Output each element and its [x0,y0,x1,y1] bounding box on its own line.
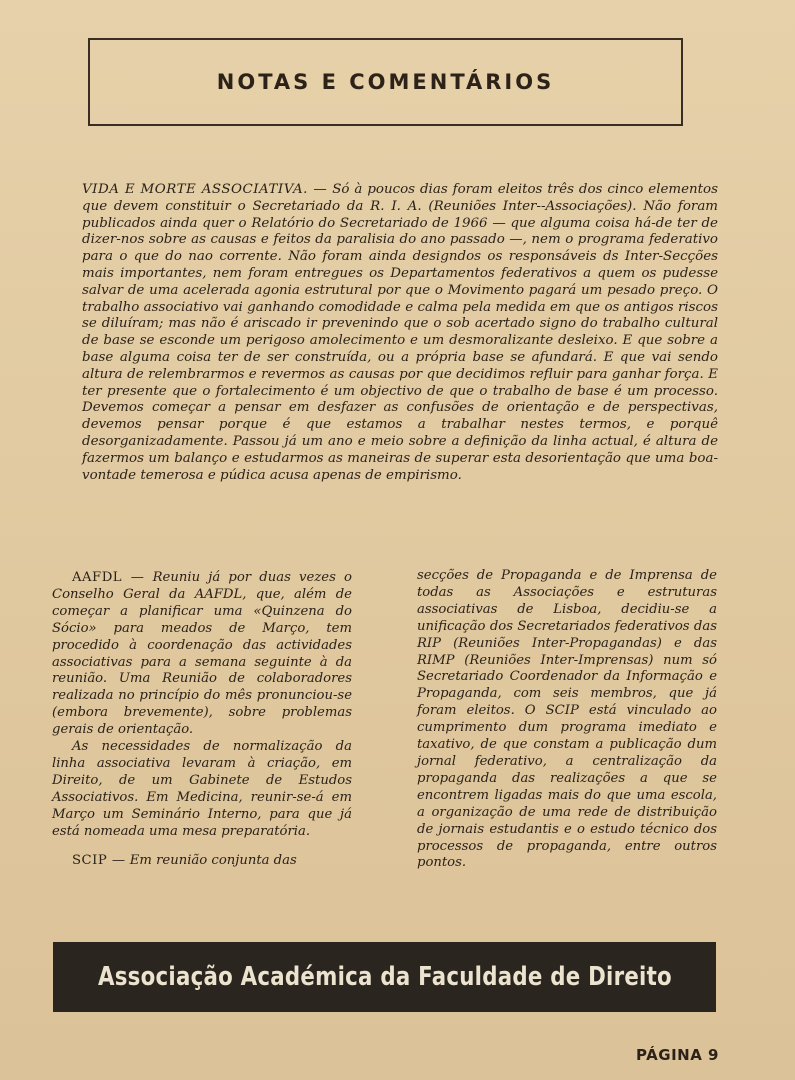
left-column [52,570,352,869]
aafdl-heading: AAFDL — [72,570,145,585]
lead-body: Só à poucos dias foram eleitos três dos cinco elementos que devem constituir o Secretariado da R. I. A. (Reuniões Inter--Associações). Não foram publicados ainda quer o Relatório do Secretariado de 1966 — que alguma coisa há-de ter de dizer-nos sobre as causas e feitos da paralisia do ano passado —, nem o programa federativo para o que do nao corrente. Não foram ainda designdos os responsáveis ds Inter-Secções mais importantes, nem foram entregues os Departamentos federativos a quem os pudesse salvar de uma acelerada agonia estrutural por que o Movimento pagará um pesado preço. O trabalho associativo vai ganhando comodidade e calma pela medida em que os antigos riscos se diluíram; mas não é ariscado ir prevenindo que o sob acertado signo do trabalho cultural de base se esconde um perigoso amolecimento e um desmoralizante desleixo. E que sobre a base alguma coisa ter de ser construída, ou a própria base se afundará. E que vai sendo altura de relembrarmos e revermos as causas por que decidimos refluir para ganhar força. E ter presente que o fortalecimento é um objectivo de que o trabalho de base é um processo. Devemos começar a pensar em desfazer as confusões de orientação e de perspectivas, devemos pensar porque é que estamos a trabalhar nestes termos, e porquê desorganizadamente. Passou já um ano e meio sobre a definição da linha actual, é altura de fazermos um balanço e estudarmos as maneiras de superar esta desorientação que uma boa-vontade temerosa e púdica acusa apenas de empirismo. [82,182,718,483]
scip-body-start: Em reunião conjunta das [129,852,297,868]
scip-continuation: secções de Propaganda e de Imprensa de todas as Associações e estruturas associativas de Lisboa, decidiu-se a unificação dos Secretariados federativos das RIP (Reuniões Inter-Propagandas) e das RIMP (Reuniões Inter-Imprensas) num só Secretariado Coordenador da Informação e Propaganda, com seis membros, que já foram eleitos. O SCIP está vinculado ao cumprimento dum programa imediato e taxativo, de que constam a publicação dum jornal federativo, a centralização da propaganda das realizações a que se encontrem ligadas mais do que uma escola, a organização de uma rede de distribuição de jornais estudantis e o estudo técnico dos processos de propaganda, entre outros pontos. [417,568,717,871]
lead-article [82,182,718,484]
normalization-paragraph: As necessidades de normalização da linha associativa levaram à criação, em Direito, de um Gabinete de Estudos Associativos. Em Medicina, reunir-se-á em Março um Seminário Interno, para que já está nomeada uma mesa preparatória. [52,739,352,839]
scip-paragraph [52,853,352,870]
right-column [417,568,717,872]
title-box [88,38,683,126]
page-number: PÁGINA 9 [636,1046,719,1064]
aafdl-body: Reuniu já por duas vezes o Conselho Geral da AAFDL, que, além de começar a planificar uma «Quinzena do Sócio» para meados de Março, tem procedido à coordenação das actividades associativas para a semana seguinte à da reunião. Uma Reunião de colaboradores realizada no princípio do mês pronunciou-se (embora brevemente), sobre problemas gerais de orientação. [52,570,352,738]
scip-heading: SCIP — [72,852,126,868]
page-title: NOTAS E COMENTÁRIOS [216,70,555,94]
banner-text: Associação Académica da Faculdade de Direito [97,962,672,992]
lead-heading: VIDA E MORTE ASSOCIATIVA. — [82,182,328,197]
aafdl-paragraph [52,570,352,739]
association-banner [53,942,716,1012]
